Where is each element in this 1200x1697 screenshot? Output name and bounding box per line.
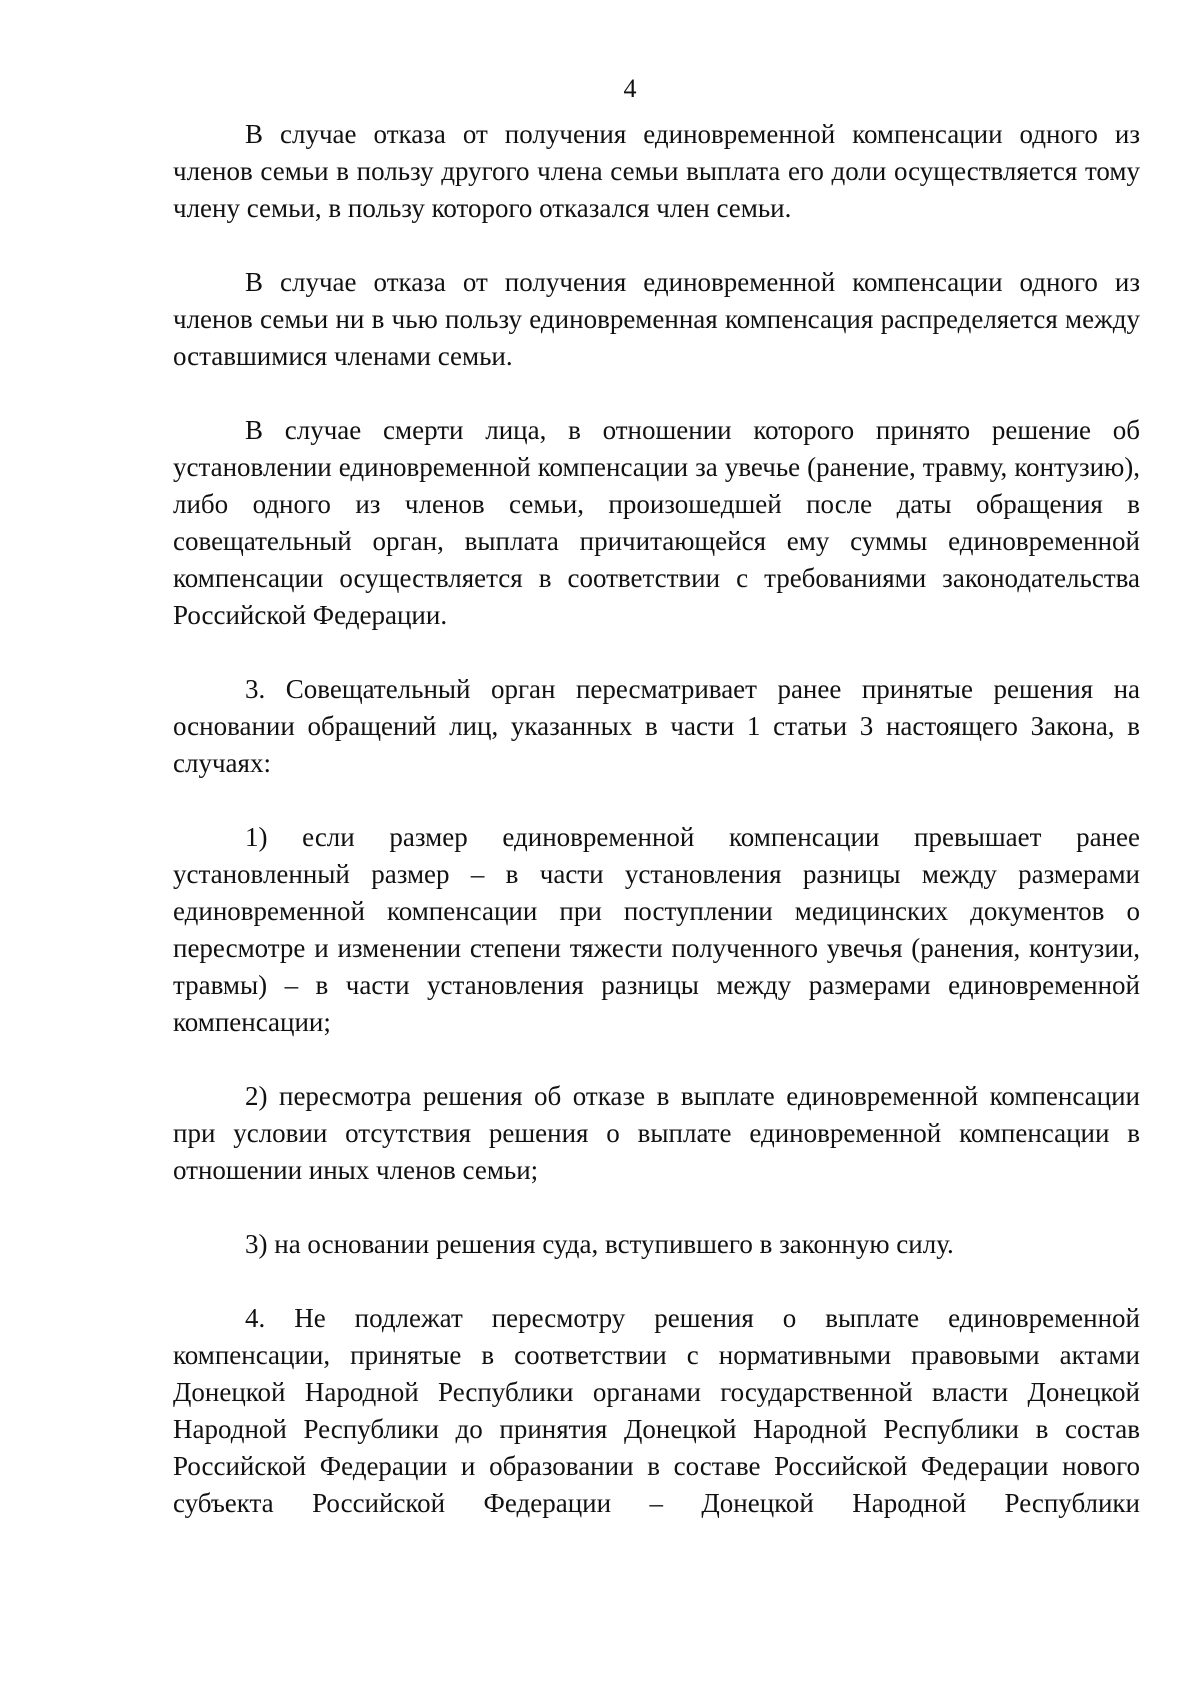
page-number: 4 (623, 74, 637, 103)
paragraph-refusal-in-favor: В случае отказа от получения единовременной компенсации одного из членов семьи в пользу другого члена семьи выплата его доли осуществляется тому члену семьи, в пользу которого отказался член семьи. (173, 119, 1140, 223)
paragraph-item-1: 1) если размер единовременной компенсации превышает ранее установленный размер – в части установления разницы между размерами единовременной компенсации при поступлении медицинских документов о пересмотре и изменении степени тяжести полученного увечья (ранения, контузии, травмы) – в части установления разницы между размерами единовременной компенсации; (173, 822, 1140, 1037)
paragraph-item-2: 2) пересмотра решения об отказе в выплате единовременной компенсации при условии отсутствия решения о выплате единовременной компенсации в отношении иных членов семьи; (173, 1081, 1140, 1185)
paragraph-section-4: 4. Не подлежат пересмотру решения о выплате единовременной компенсации, принятые в соответствии с нормативными правовыми актами Донецкой Народной Республики органами государственной власти Донецкой Народной Республики до принятия Донецкой Народной Республики в состав Российской Федерации и образовании в составе Российской Федерации нового субъекта Российской Федерации – Донецкой Народной Республики (173, 1303, 1140, 1518)
paragraph-refusal-no-favor: В случае отказа от получения единовременной компенсации одного из членов семьи ни в чью пользу единовременная компенсация распределяется между оставшимися членами семьи. (173, 267, 1140, 371)
paragraph-item-3: 3) на основании решения суда, вступившего в законную силу. (245, 1229, 954, 1259)
paragraph-death-of-person: В случае смерти лица, в отношении которого принято решение об установлении единовременной компенсации за увечье (ранение, травму, контузию), либо одного из членов семьи, произошедшей после даты обращения в совещательный орган, выплата причитающейся ему суммы единовременной компенсации осуществляется в соответствии с требованиями законодательства Российской Федерации. (173, 415, 1140, 630)
paragraph-section-3: 3. Совещательный орган пересматривает ранее принятые решения на основании обращений лиц, указанных в части 1 статьи 3 настоящего Закона, в случаях: (173, 674, 1140, 778)
document-body (173, 116, 1140, 1522)
